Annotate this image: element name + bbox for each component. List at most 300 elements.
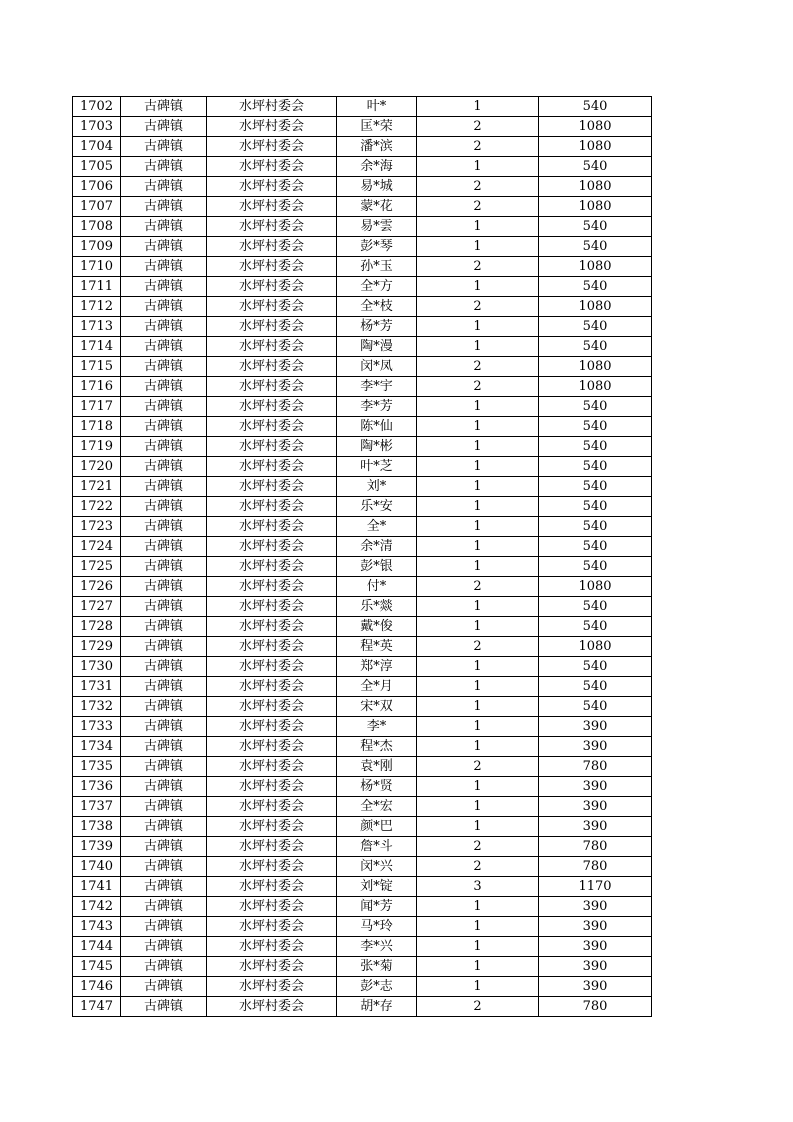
household-count-cell: 2	[417, 257, 539, 277]
name-cell: 孙*玉	[337, 257, 417, 277]
village-committee-cell: 水坪村委会	[207, 577, 337, 597]
household-count-cell: 1	[417, 97, 539, 117]
table-row	[73, 637, 652, 657]
village-committee-cell: 水坪村委会	[207, 317, 337, 337]
household-count-cell: 1	[417, 277, 539, 297]
household-count-cell: 3	[417, 877, 539, 897]
name-cell: 袁*刚	[337, 757, 417, 777]
household-count-cell: 1	[417, 457, 539, 477]
amount-cell: 1080	[539, 197, 652, 217]
village-committee-cell: 水坪村委会	[207, 217, 337, 237]
household-count-cell: 1	[417, 237, 539, 257]
row-number-cell: 1719	[73, 437, 121, 457]
name-cell: 余*海	[337, 157, 417, 177]
name-cell: 胡*存	[337, 997, 417, 1017]
village-committee-cell: 水坪村委会	[207, 777, 337, 797]
amount-cell: 540	[539, 497, 652, 517]
household-count-cell: 1	[417, 397, 539, 417]
table-row	[73, 177, 652, 197]
household-count-cell: 1	[417, 977, 539, 997]
table-row	[73, 137, 652, 157]
amount-cell: 1080	[539, 257, 652, 277]
village-committee-cell: 水坪村委会	[207, 337, 337, 357]
town-cell: 古碑镇	[121, 337, 207, 357]
household-count-cell: 2	[417, 137, 539, 157]
household-count-cell: 2	[417, 857, 539, 877]
household-count-cell: 1	[417, 437, 539, 457]
town-cell: 古碑镇	[121, 477, 207, 497]
row-number-cell: 1730	[73, 657, 121, 677]
name-cell: 李*宇	[337, 377, 417, 397]
row-number-cell: 1704	[73, 137, 121, 157]
town-cell: 古碑镇	[121, 117, 207, 137]
village-committee-cell: 水坪村委会	[207, 437, 337, 457]
name-cell: 戴*俊	[337, 617, 417, 637]
village-committee-cell: 水坪村委会	[207, 517, 337, 537]
row-number-cell: 1746	[73, 977, 121, 997]
row-number-cell: 1705	[73, 157, 121, 177]
row-number-cell: 1731	[73, 677, 121, 697]
village-committee-cell: 水坪村委会	[207, 117, 337, 137]
household-count-cell: 1	[417, 597, 539, 617]
household-count-cell: 1	[417, 717, 539, 737]
table-row	[73, 997, 652, 1017]
town-cell: 古碑镇	[121, 797, 207, 817]
town-cell: 古碑镇	[121, 497, 207, 517]
row-number-cell: 1710	[73, 257, 121, 277]
table-row	[73, 577, 652, 597]
row-number-cell: 1724	[73, 537, 121, 557]
village-committee-cell: 水坪村委会	[207, 917, 337, 937]
village-committee-cell: 水坪村委会	[207, 97, 337, 117]
name-cell: 全*月	[337, 677, 417, 697]
amount-cell: 540	[539, 617, 652, 637]
village-committee-cell: 水坪村委会	[207, 257, 337, 277]
name-cell: 陈*仙	[337, 417, 417, 437]
town-cell: 古碑镇	[121, 437, 207, 457]
village-committee-cell: 水坪村委会	[207, 537, 337, 557]
table-row	[73, 917, 652, 937]
table-row	[73, 477, 652, 497]
name-cell: 余*清	[337, 537, 417, 557]
village-committee-cell: 水坪村委会	[207, 717, 337, 737]
row-number-cell: 1706	[73, 177, 121, 197]
village-committee-cell: 水坪村委会	[207, 877, 337, 897]
village-committee-cell: 水坪村委会	[207, 597, 337, 617]
table-row	[73, 697, 652, 717]
row-number-cell: 1729	[73, 637, 121, 657]
amount-cell: 540	[539, 657, 652, 677]
row-number-cell: 1717	[73, 397, 121, 417]
table-row	[73, 277, 652, 297]
town-cell: 古碑镇	[121, 257, 207, 277]
town-cell: 古碑镇	[121, 777, 207, 797]
row-number-cell: 1714	[73, 337, 121, 357]
amount-cell: 390	[539, 737, 652, 757]
row-number-cell: 1726	[73, 577, 121, 597]
household-count-cell: 2	[417, 757, 539, 777]
row-number-cell: 1712	[73, 297, 121, 317]
amount-cell: 390	[539, 937, 652, 957]
amount-cell: 540	[539, 557, 652, 577]
table-row	[73, 797, 652, 817]
row-number-cell: 1733	[73, 717, 121, 737]
town-cell: 古碑镇	[121, 317, 207, 337]
row-number-cell: 1718	[73, 417, 121, 437]
row-number-cell: 1736	[73, 777, 121, 797]
household-count-cell: 1	[417, 817, 539, 837]
name-cell: 杨*芳	[337, 317, 417, 337]
town-cell: 古碑镇	[121, 597, 207, 617]
amount-cell: 540	[539, 677, 652, 697]
village-committee-cell: 水坪村委会	[207, 617, 337, 637]
amount-cell: 1080	[539, 137, 652, 157]
village-committee-cell: 水坪村委会	[207, 197, 337, 217]
table-row	[73, 777, 652, 797]
amount-cell: 540	[539, 217, 652, 237]
household-count-cell: 1	[417, 617, 539, 637]
amount-cell: 390	[539, 817, 652, 837]
household-count-cell: 1	[417, 557, 539, 577]
household-count-cell: 1	[417, 517, 539, 537]
town-cell: 古碑镇	[121, 737, 207, 757]
town-cell: 古碑镇	[121, 837, 207, 857]
name-cell: 彭*银	[337, 557, 417, 577]
town-cell: 古碑镇	[121, 297, 207, 317]
household-count-cell: 2	[417, 197, 539, 217]
household-count-cell: 1	[417, 657, 539, 677]
household-count-cell: 1	[417, 797, 539, 817]
amount-cell: 540	[539, 397, 652, 417]
table-row	[73, 297, 652, 317]
name-cell: 全*方	[337, 277, 417, 297]
name-cell: 郑*淳	[337, 657, 417, 677]
village-committee-cell: 水坪村委会	[207, 137, 337, 157]
town-cell: 古碑镇	[121, 897, 207, 917]
table-row	[73, 857, 652, 877]
village-committee-cell: 水坪村委会	[207, 237, 337, 257]
household-count-cell: 1	[417, 677, 539, 697]
amount-cell: 1170	[539, 877, 652, 897]
table-row	[73, 657, 652, 677]
town-cell: 古碑镇	[121, 637, 207, 657]
town-cell: 古碑镇	[121, 357, 207, 377]
amount-cell: 540	[539, 237, 652, 257]
village-committee-cell: 水坪村委会	[207, 477, 337, 497]
amount-cell: 1080	[539, 357, 652, 377]
village-committee-cell: 水坪村委会	[207, 937, 337, 957]
household-count-cell: 1	[417, 957, 539, 977]
household-count-cell: 1	[417, 777, 539, 797]
table-row	[73, 877, 652, 897]
village-committee-cell: 水坪村委会	[207, 277, 337, 297]
amount-cell: 540	[539, 597, 652, 617]
town-cell: 古碑镇	[121, 697, 207, 717]
household-count-cell: 1	[417, 217, 539, 237]
village-committee-cell: 水坪村委会	[207, 957, 337, 977]
household-count-cell: 2	[417, 177, 539, 197]
amount-cell: 540	[539, 97, 652, 117]
town-cell: 古碑镇	[121, 197, 207, 217]
row-number-cell: 1713	[73, 317, 121, 337]
name-cell: 全*	[337, 517, 417, 537]
town-cell: 古碑镇	[121, 617, 207, 637]
amount-cell: 780	[539, 837, 652, 857]
table-row	[73, 517, 652, 537]
village-committee-cell: 水坪村委会	[207, 297, 337, 317]
amount-cell: 780	[539, 997, 652, 1017]
row-number-cell: 1734	[73, 737, 121, 757]
village-committee-cell: 水坪村委会	[207, 377, 337, 397]
name-cell: 陶*彬	[337, 437, 417, 457]
table-row	[73, 157, 652, 177]
name-cell: 李*兴	[337, 937, 417, 957]
amount-cell: 540	[539, 477, 652, 497]
household-count-cell: 1	[417, 737, 539, 757]
amount-cell: 540	[539, 517, 652, 537]
town-cell: 古碑镇	[121, 657, 207, 677]
village-committee-cell: 水坪村委会	[207, 817, 337, 837]
amount-cell: 540	[539, 697, 652, 717]
household-count-cell: 1	[417, 537, 539, 557]
town-cell: 古碑镇	[121, 937, 207, 957]
amount-cell: 390	[539, 717, 652, 737]
town-cell: 古碑镇	[121, 277, 207, 297]
town-cell: 古碑镇	[121, 157, 207, 177]
household-count-cell: 1	[417, 697, 539, 717]
village-committee-cell: 水坪村委会	[207, 697, 337, 717]
amount-cell: 390	[539, 797, 652, 817]
town-cell: 古碑镇	[121, 537, 207, 557]
village-committee-cell: 水坪村委会	[207, 677, 337, 697]
table-row	[73, 257, 652, 277]
amount-cell: 540	[539, 537, 652, 557]
amount-cell: 540	[539, 417, 652, 437]
town-cell: 古碑镇	[121, 857, 207, 877]
town-cell: 古碑镇	[121, 577, 207, 597]
amount-cell: 780	[539, 857, 652, 877]
row-number-cell: 1708	[73, 217, 121, 237]
row-number-cell: 1703	[73, 117, 121, 137]
row-number-cell: 1732	[73, 697, 121, 717]
row-number-cell: 1742	[73, 897, 121, 917]
village-committee-cell: 水坪村委会	[207, 977, 337, 997]
amount-cell: 390	[539, 917, 652, 937]
table-row	[73, 337, 652, 357]
row-number-cell: 1744	[73, 937, 121, 957]
household-count-cell: 2	[417, 117, 539, 137]
town-cell: 古碑镇	[121, 97, 207, 117]
village-committee-cell: 水坪村委会	[207, 457, 337, 477]
name-cell: 彭*琴	[337, 237, 417, 257]
row-number-cell: 1716	[73, 377, 121, 397]
table-row	[73, 377, 652, 397]
amount-cell: 540	[539, 317, 652, 337]
table-row	[73, 677, 652, 697]
table-row	[73, 497, 652, 517]
household-count-cell: 2	[417, 637, 539, 657]
household-count-cell: 1	[417, 897, 539, 917]
amount-cell: 540	[539, 437, 652, 457]
table-body	[73, 97, 652, 1017]
name-cell: 马*玲	[337, 917, 417, 937]
name-cell: 易*雲	[337, 217, 417, 237]
name-cell: 程*杰	[337, 737, 417, 757]
row-number-cell: 1709	[73, 237, 121, 257]
name-cell: 李*	[337, 717, 417, 737]
village-committee-cell: 水坪村委会	[207, 757, 337, 777]
name-cell: 潘*滨	[337, 137, 417, 157]
town-cell: 古碑镇	[121, 217, 207, 237]
table-row	[73, 757, 652, 777]
amount-cell: 540	[539, 457, 652, 477]
name-cell: 乐*安	[337, 497, 417, 517]
town-cell: 古碑镇	[121, 377, 207, 397]
name-cell: 付*	[337, 577, 417, 597]
town-cell: 古碑镇	[121, 977, 207, 997]
household-count-cell: 1	[417, 497, 539, 517]
table-row	[73, 97, 652, 117]
name-cell: 全*枝	[337, 297, 417, 317]
village-committee-cell: 水坪村委会	[207, 177, 337, 197]
amount-cell: 540	[539, 337, 652, 357]
row-number-cell: 1727	[73, 597, 121, 617]
row-number-cell: 1711	[73, 277, 121, 297]
table-row	[73, 737, 652, 757]
amount-cell: 1080	[539, 577, 652, 597]
table-row	[73, 397, 652, 417]
town-cell: 古碑镇	[121, 757, 207, 777]
name-cell: 全*宏	[337, 797, 417, 817]
name-cell: 叶*芝	[337, 457, 417, 477]
amount-cell: 1080	[539, 637, 652, 657]
household-count-cell: 2	[417, 357, 539, 377]
row-number-cell: 1715	[73, 357, 121, 377]
amount-cell: 780	[539, 757, 652, 777]
name-cell: 李*芳	[337, 397, 417, 417]
town-cell: 古碑镇	[121, 917, 207, 937]
table-row	[73, 417, 652, 437]
name-cell: 蒙*花	[337, 197, 417, 217]
subsidy-table	[72, 96, 652, 1017]
name-cell: 闵*凤	[337, 357, 417, 377]
table-row	[73, 357, 652, 377]
table-row	[73, 977, 652, 997]
table-row	[73, 437, 652, 457]
name-cell: 陶*漫	[337, 337, 417, 357]
amount-cell: 1080	[539, 177, 652, 197]
name-cell: 刘*锭	[337, 877, 417, 897]
row-number-cell: 1725	[73, 557, 121, 577]
household-count-cell: 1	[417, 157, 539, 177]
table-row	[73, 117, 652, 137]
household-count-cell: 1	[417, 337, 539, 357]
village-committee-cell: 水坪村委会	[207, 837, 337, 857]
name-cell: 颜*巴	[337, 817, 417, 837]
town-cell: 古碑镇	[121, 397, 207, 417]
name-cell: 张*菊	[337, 957, 417, 977]
village-committee-cell: 水坪村委会	[207, 737, 337, 757]
town-cell: 古碑镇	[121, 957, 207, 977]
amount-cell: 1080	[539, 297, 652, 317]
row-number-cell: 1720	[73, 457, 121, 477]
amount-cell: 540	[539, 157, 652, 177]
village-committee-cell: 水坪村委会	[207, 397, 337, 417]
amount-cell: 1080	[539, 377, 652, 397]
household-count-cell: 2	[417, 837, 539, 857]
table-row	[73, 217, 652, 237]
village-committee-cell: 水坪村委会	[207, 497, 337, 517]
town-cell: 古碑镇	[121, 717, 207, 737]
town-cell: 古碑镇	[121, 237, 207, 257]
row-number-cell: 1741	[73, 877, 121, 897]
town-cell: 古碑镇	[121, 557, 207, 577]
table-row	[73, 557, 652, 577]
name-cell: 彭*志	[337, 977, 417, 997]
village-committee-cell: 水坪村委会	[207, 857, 337, 877]
amount-cell: 390	[539, 977, 652, 997]
village-committee-cell: 水坪村委会	[207, 657, 337, 677]
village-committee-cell: 水坪村委会	[207, 557, 337, 577]
town-cell: 古碑镇	[121, 997, 207, 1017]
table-row	[73, 197, 652, 217]
household-count-cell: 2	[417, 297, 539, 317]
row-number-cell: 1722	[73, 497, 121, 517]
table-row	[73, 537, 652, 557]
table-row	[73, 717, 652, 737]
table-row	[73, 237, 652, 257]
row-number-cell: 1702	[73, 97, 121, 117]
table-row	[73, 897, 652, 917]
name-cell: 杨*贤	[337, 777, 417, 797]
name-cell: 刘*	[337, 477, 417, 497]
household-count-cell: 1	[417, 417, 539, 437]
name-cell: 易*城	[337, 177, 417, 197]
name-cell: 闵*兴	[337, 857, 417, 877]
row-number-cell: 1735	[73, 757, 121, 777]
table-row	[73, 817, 652, 837]
household-count-cell: 2	[417, 377, 539, 397]
village-committee-cell: 水坪村委会	[207, 797, 337, 817]
row-number-cell: 1738	[73, 817, 121, 837]
table-row	[73, 597, 652, 617]
household-count-cell: 1	[417, 317, 539, 337]
village-committee-cell: 水坪村委会	[207, 637, 337, 657]
amount-cell: 390	[539, 897, 652, 917]
village-committee-cell: 水坪村委会	[207, 417, 337, 437]
town-cell: 古碑镇	[121, 877, 207, 897]
household-count-cell: 2	[417, 997, 539, 1017]
village-committee-cell: 水坪村委会	[207, 157, 337, 177]
row-number-cell: 1739	[73, 837, 121, 857]
name-cell: 程*英	[337, 637, 417, 657]
table-row	[73, 937, 652, 957]
village-committee-cell: 水坪村委会	[207, 897, 337, 917]
town-cell: 古碑镇	[121, 457, 207, 477]
row-number-cell: 1740	[73, 857, 121, 877]
name-cell: 乐*燚	[337, 597, 417, 617]
household-count-cell: 1	[417, 917, 539, 937]
household-count-cell: 2	[417, 577, 539, 597]
amount-cell: 390	[539, 957, 652, 977]
village-committee-cell: 水坪村委会	[207, 997, 337, 1017]
name-cell: 匡*荣	[337, 117, 417, 137]
name-cell: 闻*芳	[337, 897, 417, 917]
town-cell: 古碑镇	[121, 517, 207, 537]
row-number-cell: 1747	[73, 997, 121, 1017]
town-cell: 古碑镇	[121, 417, 207, 437]
row-number-cell: 1737	[73, 797, 121, 817]
